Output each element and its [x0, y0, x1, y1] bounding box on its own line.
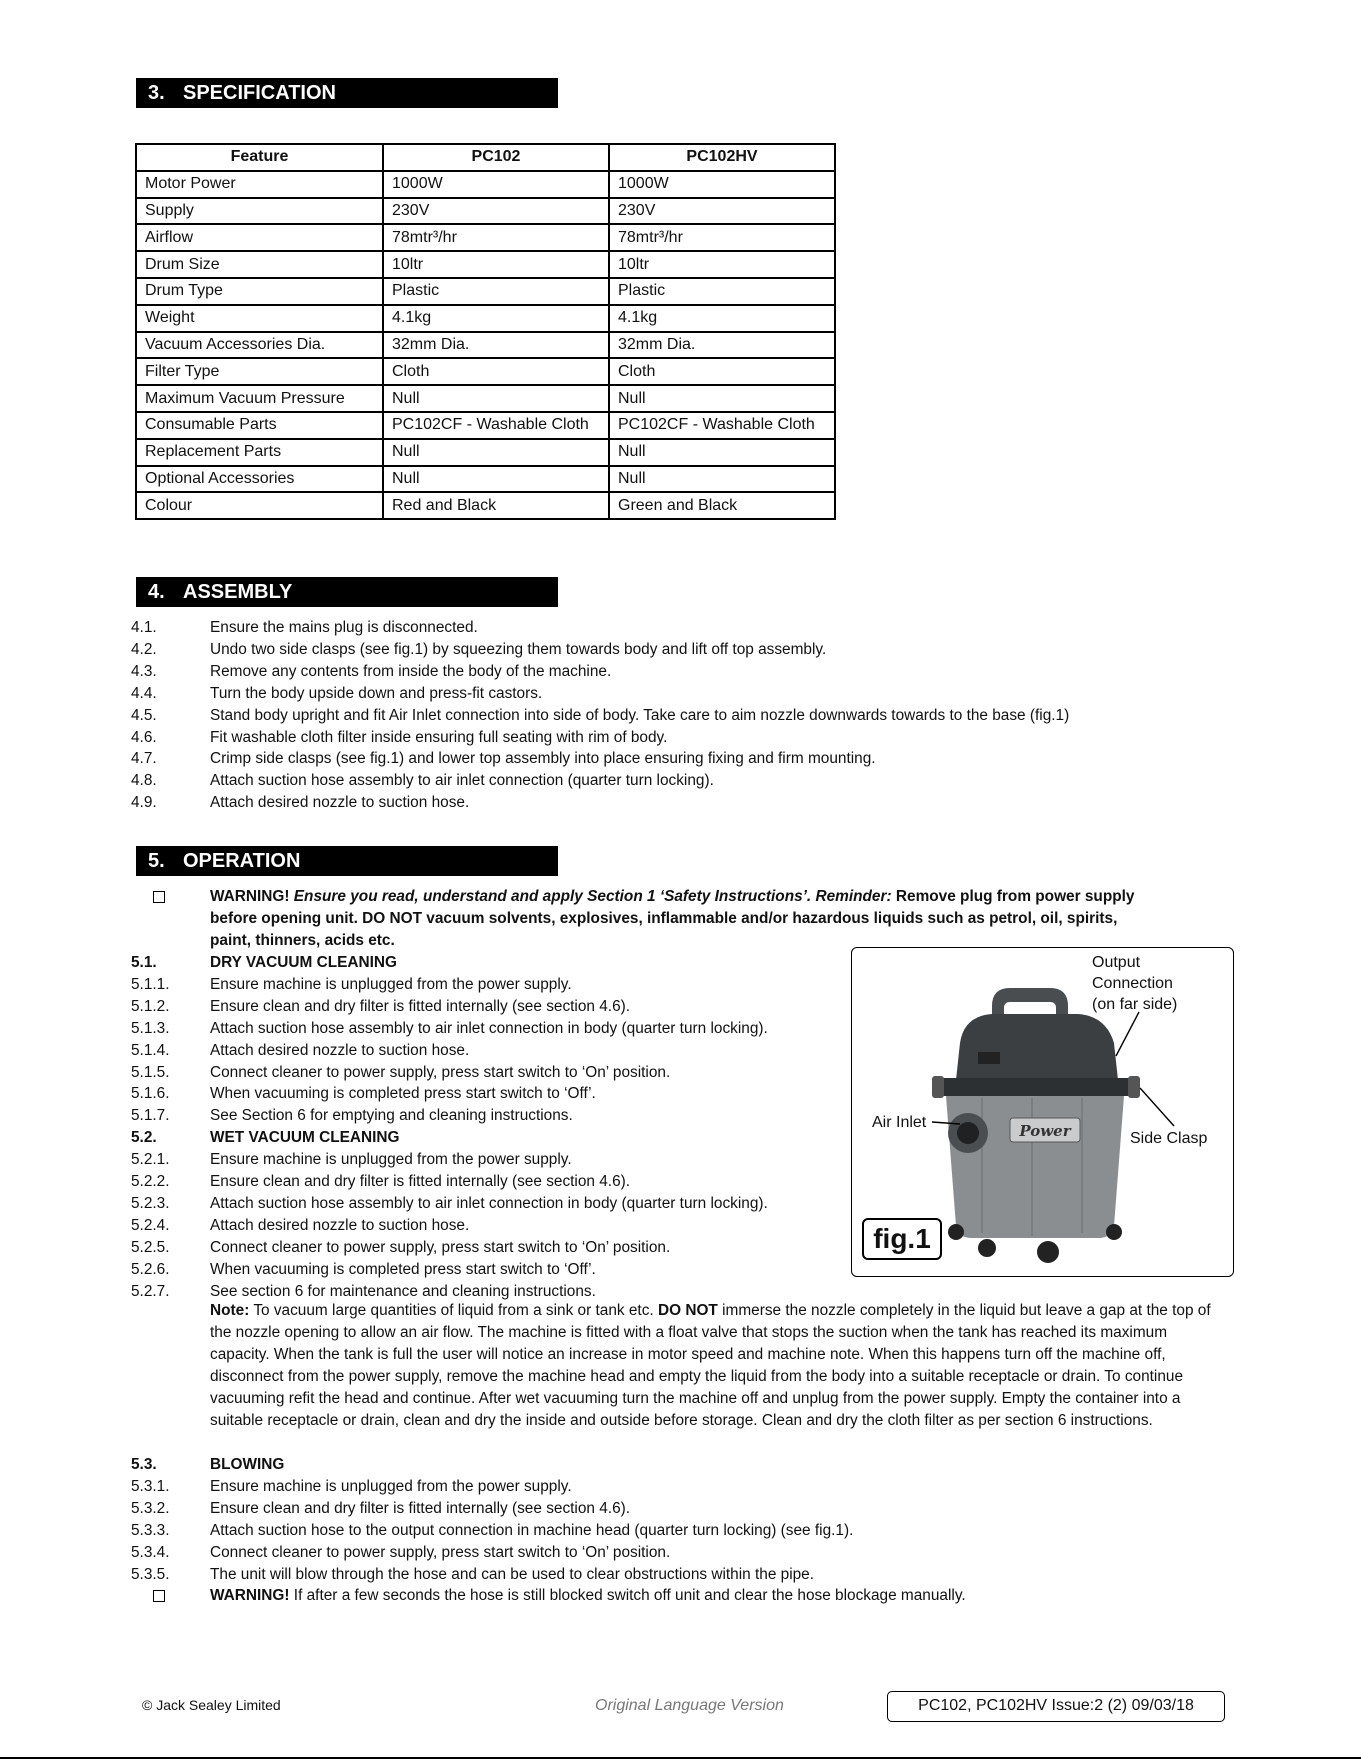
footer-issue: PC102, PC102HV Issue:2 (2) 09/03/18 [887, 1691, 1225, 1722]
label-air-inlet: Air Inlet [872, 1114, 927, 1131]
value-cell: 4.1kg [609, 305, 835, 332]
item-number: 5.2.3. [131, 1194, 170, 1212]
value-cell: 32mm Dia. [383, 332, 609, 359]
item-text: Connect cleaner to power supply, press start switch to ‘On’ position. [210, 1543, 671, 1561]
item-text: Ensure machine is unplugged from the power supply. [210, 1477, 572, 1495]
item-text: BLOWING [210, 1456, 285, 1473]
table-row [136, 412, 835, 439]
table-row [136, 492, 835, 519]
item-number: 4.9. [131, 794, 157, 812]
footer-language: Original Language Version [595, 1697, 784, 1714]
list-item [131, 1216, 469, 1236]
list-item [131, 1477, 572, 1497]
item-number: 5.2.6. [131, 1260, 170, 1278]
item-text: When vacuuming is completed press start switch to ‘Off’. [210, 1260, 596, 1278]
list-item [131, 1260, 596, 1280]
castor-icon [1037, 1241, 1059, 1263]
item-text: Attach desired nozzle to suction hose. [210, 1041, 470, 1059]
warning-line-3: paint, thinners, acids etc. [210, 932, 395, 949]
checkbox-icon [153, 1590, 165, 1602]
table-row [136, 358, 835, 385]
head-shape [956, 1014, 1118, 1080]
item-text: Attach desired nozzle to suction hose. [210, 1216, 470, 1234]
list-item [131, 1499, 630, 1519]
brand-text: Power [1019, 1122, 1071, 1140]
item-text: Attach suction hose assembly to air inlet connection in body (quarter turn locking). [210, 1194, 768, 1212]
value-cell: Plastic [609, 278, 835, 305]
item-text: Attach desired nozzle to suction hose. [210, 794, 470, 812]
item-text: Ensure clean and dry filter is fitted internally (see section 4.6). [210, 1499, 631, 1517]
item-text: Turn the body upside down and press-fit castors. [210, 684, 543, 702]
item-text: When vacuuming is completed press start switch to ‘Off’. [210, 1085, 596, 1103]
label-connection: Connection [1092, 975, 1173, 992]
item-number: 5.1.3. [131, 1019, 170, 1037]
note-donot: DO NOT [657, 1302, 718, 1319]
item-number: 5.2.2. [131, 1173, 170, 1190]
section-number: 3. [148, 82, 165, 104]
list-item [131, 1063, 670, 1083]
list-item [131, 640, 826, 660]
item-text: See section 6 for maintenance and cleaning instructions. [210, 1282, 596, 1300]
warning-italic: Ensure you read, understand and apply Section 1 ‘Safety Instructions’. Reminder: [293, 888, 892, 905]
item-number: 5.1.4. [131, 1041, 170, 1059]
value-cell: 230V [609, 198, 835, 225]
value-cell: Null [609, 466, 835, 493]
value-cell: 78mtr³/hr [383, 224, 609, 251]
feature-cell: Vacuum Accessories Dia. [136, 332, 383, 359]
note-lead: Note: [210, 1302, 250, 1319]
note-part1: To vacuum large quantities of liquid from a sink or tank etc. [253, 1302, 654, 1319]
column-header: PC102 [383, 144, 609, 171]
feature-cell: Colour [136, 492, 383, 519]
table-row [136, 466, 835, 493]
table-row [136, 171, 835, 198]
item-text: Attach suction hose to the output connection in machine head (quarter turn locking) (see fig.1). [210, 1521, 854, 1539]
checkbox-icon [153, 891, 165, 903]
item-text: Ensure machine is unplugged from the power supply. [210, 975, 572, 993]
feature-cell: Motor Power [136, 171, 383, 198]
value-cell: Green and Black [609, 492, 835, 519]
table-row [136, 198, 835, 225]
list-item [131, 1128, 400, 1148]
list-item [131, 1194, 768, 1214]
clasp-leader-line [1140, 1088, 1174, 1126]
item-number: 5.1.2. [131, 997, 170, 1015]
value-cell: 32mm Dia. [609, 332, 835, 359]
item-number: 4.3. [131, 662, 157, 680]
list-item [131, 975, 572, 995]
list-item [131, 1084, 596, 1104]
list-item [131, 771, 714, 791]
item-text: Undo two side clasps (see fig.1) by squeezing them towards body and lift off top assembly. [210, 640, 827, 658]
list-item [131, 953, 397, 973]
figure-tag: fig.1 [862, 1218, 942, 1260]
feature-cell: Drum Size [136, 251, 383, 278]
value-cell: Null [609, 385, 835, 412]
item-number: 5.2.4. [131, 1216, 170, 1234]
item-text: WET VACUUM CLEANING [210, 1129, 400, 1147]
list-item [131, 1521, 853, 1541]
table-row [136, 251, 835, 278]
list-item [131, 1282, 596, 1302]
feature-cell: Consumable Parts [136, 412, 383, 439]
value-cell: Plastic [383, 278, 609, 305]
table-row [136, 385, 835, 412]
rim-shape [938, 1078, 1134, 1096]
table-row [136, 332, 835, 359]
feature-cell: Airflow [136, 224, 383, 251]
item-text: Attach suction hose assembly to air inlet connection (quarter turn locking). [210, 772, 714, 790]
item-number: 4.8. [131, 772, 157, 790]
item-text: Connect cleaner to power supply, press start switch to ‘On’ position. [210, 1063, 671, 1081]
item-number: 5.2.1. [131, 1151, 170, 1169]
value-cell: Cloth [383, 358, 609, 385]
item-number: 5.3.1. [131, 1477, 170, 1495]
list-item [131, 1565, 814, 1585]
item-text: Crimp side clasps (see fig.1) and lower top assembly into place ensuring fixing and firm mounting. [210, 750, 876, 768]
warning-line-2: before opening unit. DO NOT vacuum solvents, explosives, inflammable and/or hazardous liquids such as petrol, oil, spirits, [210, 910, 1118, 927]
item-number: 5.2. [131, 1129, 157, 1147]
specification-table [135, 143, 836, 520]
badge-icon [978, 1052, 1000, 1064]
figure-vacuum [851, 947, 1234, 1277]
column-header: Feature [136, 144, 383, 171]
value-cell: PC102CF - Washable Cloth [383, 412, 609, 439]
item-number: 4.6. [131, 728, 157, 746]
list-item [131, 1455, 284, 1475]
warning-blockage [131, 1586, 966, 1606]
label-side-clasp: Side Clasp [1130, 1130, 1208, 1147]
list-item [131, 997, 630, 1017]
item-text: Stand body upright and fit Air Inlet connection into side of body. Take care to aim nozzle downwards towards to the base (fig.1) [210, 706, 1070, 724]
item-number: 5.1.7. [131, 1107, 170, 1125]
warning-lead: WARNING! [210, 888, 290, 905]
table-header-row [136, 144, 835, 171]
warning-text: If after a few seconds the hose is still blocked switch off unit and clear the hose blockage manually. [293, 1587, 966, 1604]
item-text: Attach suction hose assembly to air inlet connection in body (quarter turn locking). [210, 1019, 768, 1037]
value-cell: Null [383, 439, 609, 466]
item-number: 5.2.7. [131, 1282, 170, 1300]
table-row [136, 278, 835, 305]
list-item [131, 728, 667, 748]
label-far-side: (on far side) [1092, 996, 1178, 1013]
feature-cell: Weight [136, 305, 383, 332]
list-item [131, 662, 611, 682]
list-item [131, 793, 469, 813]
list-item [131, 684, 542, 704]
feature-cell: Maximum Vacuum Pressure [136, 385, 383, 412]
section-title: SPECIFICATION [183, 82, 336, 104]
value-cell: 230V [383, 198, 609, 225]
value-cell: 4.1kg [383, 305, 609, 332]
value-cell: 1000W [609, 171, 835, 198]
item-number: 5.3.3. [131, 1521, 170, 1539]
item-number: 5.2.5. [131, 1238, 170, 1256]
list-item [131, 749, 876, 769]
item-number: 5.1.5. [131, 1063, 170, 1081]
warning-lead: WARNING! [210, 1587, 290, 1604]
feature-cell: Optional Accessories [136, 466, 383, 493]
value-cell: Red and Black [383, 492, 609, 519]
clasp-left-icon [932, 1076, 944, 1098]
item-text: Fit washable cloth filter inside ensuring full seating with rim of body. [210, 728, 668, 746]
item-number: 4.1. [131, 619, 157, 636]
item-number: 5.3.4. [131, 1543, 170, 1561]
castor-icon [978, 1239, 996, 1257]
item-number: 5.1.6. [131, 1085, 170, 1103]
list-item [131, 1172, 630, 1192]
table-row [136, 439, 835, 466]
item-number: 5.3.2. [131, 1499, 170, 1517]
list-item [131, 1019, 768, 1039]
item-number: 5.3.5. [131, 1565, 170, 1583]
feature-cell: Filter Type [136, 358, 383, 385]
table-row [136, 224, 835, 251]
feature-cell: Drum Type [136, 278, 383, 305]
list-item [131, 1150, 572, 1170]
item-number: 5.1.1. [131, 975, 170, 993]
item-text: Ensure clean and dry filter is fitted internally (see section 4.6). [210, 1173, 631, 1190]
item-number: 4.2. [131, 640, 157, 658]
section-title: ASSEMBLY [183, 581, 293, 603]
item-text: Remove any contents from inside the body of the machine. [210, 662, 612, 680]
label-output: Output [1092, 954, 1141, 971]
warning-line-1 [131, 887, 1134, 907]
section-header-assembly [136, 577, 558, 607]
castor-icon [1106, 1224, 1122, 1240]
feature-cell: Replacement Parts [136, 439, 383, 466]
page-bottom-rule [0, 1757, 1361, 1759]
section-number: 4. [148, 581, 165, 603]
warning-rest: Remove plug from power supply [895, 888, 1135, 905]
item-number: 5.1. [131, 954, 157, 971]
item-text: See Section 6 for emptying and cleaning instructions. [210, 1107, 573, 1125]
section-header-operation [136, 846, 558, 876]
item-number: 4.7. [131, 750, 157, 768]
item-number: 4.5. [131, 706, 157, 724]
list-item [131, 1041, 469, 1061]
list-item [131, 706, 1069, 726]
note-part2: immerse the nozzle completely in the liquid but leave a gap at the top of the nozzle opening to allow an air flow. The machine is fitted with a float valve that stops the suction when the tank has reached its maximum capacity. When the tank is full the user will notice an increase in motor speed and machine note. When this happens turn off the machine off, disconnect from the power supply, remove the machine head and empty the liquid from the body into a suitable receptacle or drain. To continue vacuuming refit the head and continue. After wet vacuuming turn the machine off and unplug from the power supply. Empty the container into a suitable receptacle or drain, clean and dry the inside and outside before storage. Clean and dry the cloth filter as per section 6 instructions. [210, 1302, 1211, 1429]
castor-icon [948, 1224, 964, 1240]
value-cell: 78mtr³/hr [609, 224, 835, 251]
value-cell: Null [609, 439, 835, 466]
value-cell: Null [383, 466, 609, 493]
list-item [131, 1106, 573, 1126]
item-text: Ensure clean and dry filter is fitted internally (see section 4.6). [210, 997, 631, 1015]
item-text: The unit will blow through the hose and can be used to clear obstructions within the pipe. [210, 1565, 815, 1583]
value-cell: Null [383, 385, 609, 412]
value-cell: 1000W [383, 171, 609, 198]
value-cell: PC102CF - Washable Cloth [609, 412, 835, 439]
table-row [136, 305, 835, 332]
section-title: OPERATION [183, 850, 301, 872]
air-inlet-hole-icon [957, 1122, 979, 1144]
item-text: Connect cleaner to power supply, press start switch to ‘On’ position. [210, 1238, 671, 1256]
list-item [131, 618, 478, 638]
section-number: 5. [148, 850, 165, 872]
list-item [131, 1238, 670, 1258]
footer-copyright: © Jack Sealey Limited [142, 1697, 281, 1713]
feature-cell: Supply [136, 198, 383, 225]
value-cell: 10ltr [383, 251, 609, 278]
value-cell: 10ltr [609, 251, 835, 278]
item-text: Ensure the mains plug is disconnected. [210, 619, 478, 636]
item-text: Ensure machine is unplugged from the power supply. [210, 1151, 572, 1169]
list-item [131, 1543, 670, 1563]
section-header-specification [136, 78, 558, 108]
item-text: DRY VACUUM CLEANING [210, 954, 397, 971]
output-leader-line [1116, 1012, 1139, 1056]
item-number: 4.4. [131, 684, 157, 702]
value-cell: Cloth [609, 358, 835, 385]
column-header: PC102HV [609, 144, 835, 171]
clasp-right-icon [1128, 1076, 1140, 1098]
note-paragraph [210, 1300, 1225, 1432]
item-number: 5.3. [131, 1456, 157, 1473]
